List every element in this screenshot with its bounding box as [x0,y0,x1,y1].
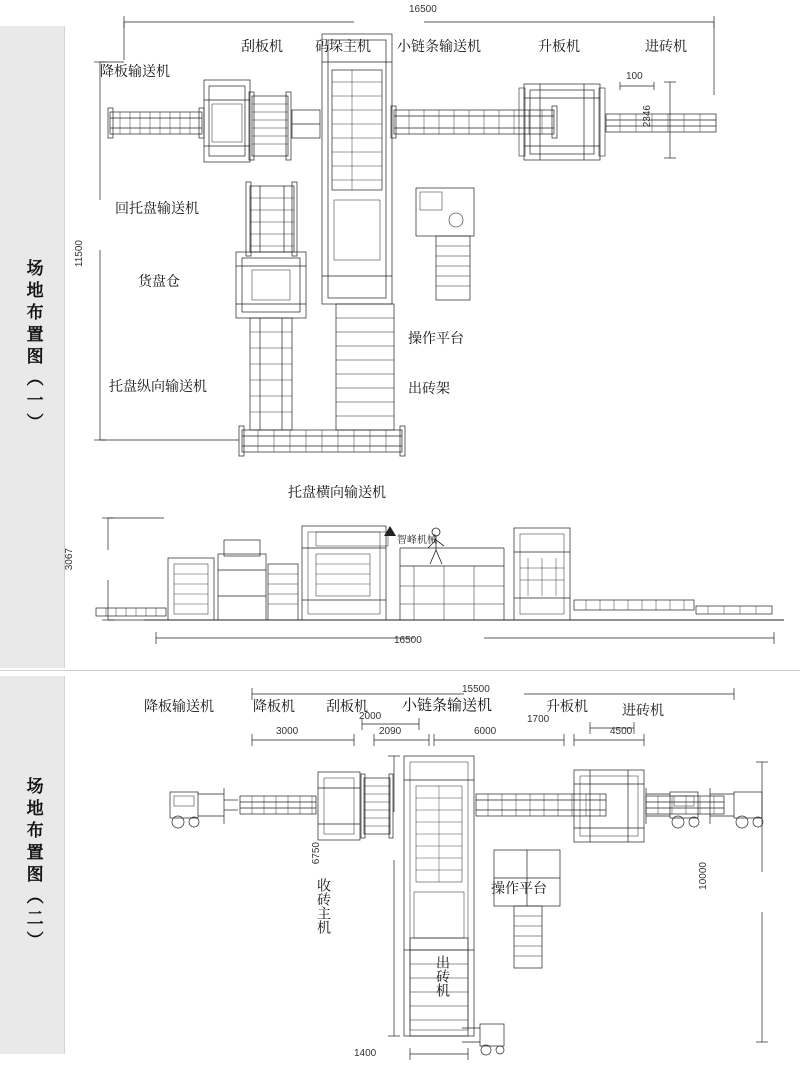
figure1-dim-overall-width: 16500 [409,4,437,15]
figure3-dim-6000: 6000 [474,726,497,737]
figure1-label-brick-output-rack: 出砖架 [408,381,450,397]
figure1-label-scraper: 刮板机 [241,39,283,55]
figure1-label-brick-feeder: 进砖机 [645,39,687,55]
figure3-dim-3000: 3000 [276,726,299,737]
figure3-label-brick-collect-main: 收砖主机 [315,878,331,934]
figure1-dim-detail-2346: 2346 [642,105,653,128]
figure1-label-stacker-main: 码垛主机 [315,39,371,55]
figure-1-plan-drawing [64,0,800,500]
figure3-dim-2090: 2090 [379,726,402,737]
figure3-dim-1700: 1700 [527,714,550,725]
figure3-label-scraper: 刮板机 [326,699,368,715]
figure3-label-brick-feeder: 进砖机 [622,703,664,719]
figure1-dim-detail-100: 100 [626,71,643,82]
side-tab-figure-1 [0,26,65,668]
figure3-label-board-lifter: 升板机 [546,699,588,715]
figure1-label-pallet-return-conveyor: 回托盘输送机 [115,201,199,217]
figure1-label-pallet-transverse-conveyor: 托盘横向输送机 [288,485,386,501]
figure3-dim-2000: 2000 [359,711,382,722]
figure3-dim-1400: 1400 [354,1048,377,1059]
figure2-dim-width: 16500 [394,635,422,646]
figure1-label-board-lowering-conveyor: 降板输送机 [100,64,170,80]
figure2-dim-height: 3067 [64,548,75,571]
figure3-dim-4500: 4500 [610,726,633,737]
drawing-canvas [64,0,800,1080]
figure1-dim-overall-height: 11500 [74,240,85,268]
figure3-dim-10000: 10000 [698,862,709,890]
figure1-label-small-chain-conveyor: 小链条输送机 [397,39,481,55]
figure3-label-board-lowering-machine: 降板机 [253,699,295,715]
figure3-dim-overall-width: 15500 [462,684,490,695]
figure1-label-pallet-longitudinal-conveyor: 托盘纵向输送机 [109,379,207,395]
figure1-label-pallet-warehouse: 货盘仓 [138,274,180,290]
figure3-dim-6750: 6750 [311,842,322,865]
brand-logo-text: 智峰机械 [397,535,437,546]
figure3-label-small-chain-conveyor: 小链条输送机 [402,696,493,714]
figure1-label-board-lifter: 升板机 [538,39,580,55]
figure3-label-brick-output-machine: 出砖机 [434,955,450,997]
figure-3-plan-drawing [74,682,794,1072]
figure3-label-board-lowering-conveyor: 降板输送机 [144,699,214,715]
side-tab-figure-1-label: 场地布置图（一） [22,259,43,435]
figure3-label-operation-platform: 操作平台 [491,881,547,897]
side-tab-figure-2 [0,676,65,1054]
side-tab-figure-2-label: 场地布置图（二） [22,777,43,953]
figure1-label-operation-platform: 操作平台 [408,331,464,347]
